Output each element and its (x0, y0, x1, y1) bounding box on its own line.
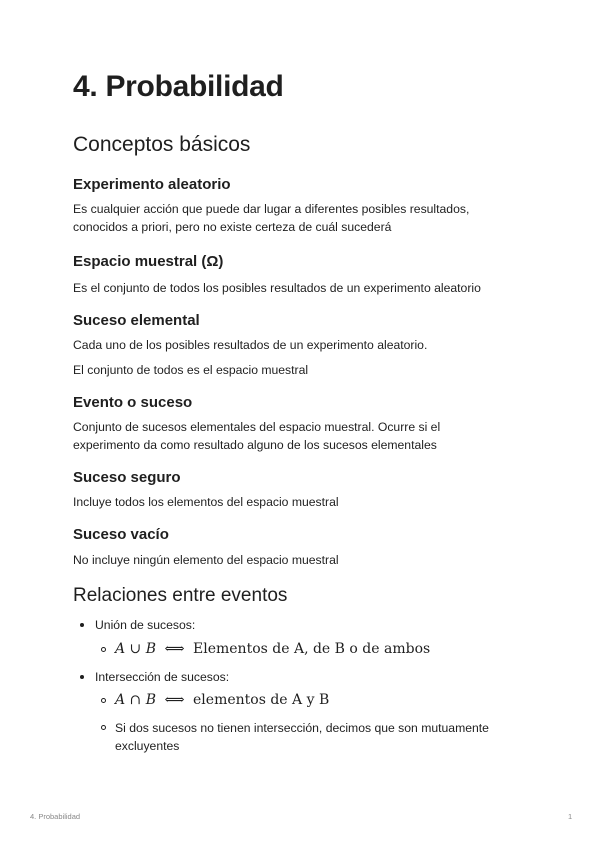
suceso-elemental-heading: Suceso elemental (73, 312, 200, 329)
evento-text-2: experimento da como resultado alguno de los sucesos elementales (73, 438, 437, 452)
experimento-heading: Experimento aleatorio (73, 176, 231, 193)
basics-heading: Conceptos básicos (73, 133, 251, 156)
evento-text-1: Conjunto de sucesos elementales del espacio muestral. Ocurre si el (73, 420, 441, 434)
evento-heading: Evento o suceso (73, 394, 193, 411)
exclusive-note-line-1: Si dos sucesos no tienen intersección, decimos que son mutuamente (115, 721, 489, 735)
suceso-vacio-text: No incluye ningún elemento del espacio muestral (73, 553, 339, 567)
footer-page-number: 1 (568, 812, 573, 821)
suceso-seguro-heading: Suceso seguro (73, 469, 181, 486)
list-item-union (73, 616, 535, 634)
espacio-heading: Espacio muestral (Ω) (73, 253, 224, 270)
suceso-elemental-text-2: El conjunto de todos es el espacio muestral (73, 363, 309, 377)
intersection-formula (95, 690, 515, 710)
footer-title: 4. Probabilidad (30, 812, 81, 821)
experimento-text-1: Es cualquier acción que puede dar lugar a diferentes posibles resultados, (73, 202, 470, 216)
suceso-seguro-text: Incluye todos los elementos del espacio muestral (73, 495, 339, 509)
exclusive-note-line-2: excluyentes (115, 739, 180, 753)
intersection-formula-lhs: A ∩ B (115, 692, 157, 708)
experimento-text-2: conocidos a priori, pero no existe certeza de cuál sucederá (73, 220, 392, 234)
intersection-label: Intersección de sucesos: (95, 670, 230, 684)
exclusive-note (95, 719, 515, 755)
intersection-formula-op: ⟺ (164, 692, 185, 708)
union-formula-op: ⟺ (164, 641, 185, 657)
union-formula (95, 639, 515, 659)
suceso-vacio-heading: Suceso vacío (73, 526, 169, 543)
suceso-elemental-text-1: Cada uno de los posibles resultados de un experimento aleatorio. (73, 338, 428, 352)
list-item-intersection (73, 668, 535, 686)
union-formula-rhs: Elementos de A, de B o de ambos (193, 641, 431, 657)
union-label: Unión de sucesos: (95, 618, 196, 632)
intersection-formula-rhs: elementos de A y B (193, 692, 330, 708)
page-title: 4. Probabilidad (73, 70, 284, 103)
espacio-text: Es el conjunto de todos los posibles resultados de un experimento aleatorio (73, 281, 481, 295)
relations-heading: Relaciones entre eventos (73, 585, 288, 606)
union-formula-lhs: A ∪ B (115, 641, 157, 657)
